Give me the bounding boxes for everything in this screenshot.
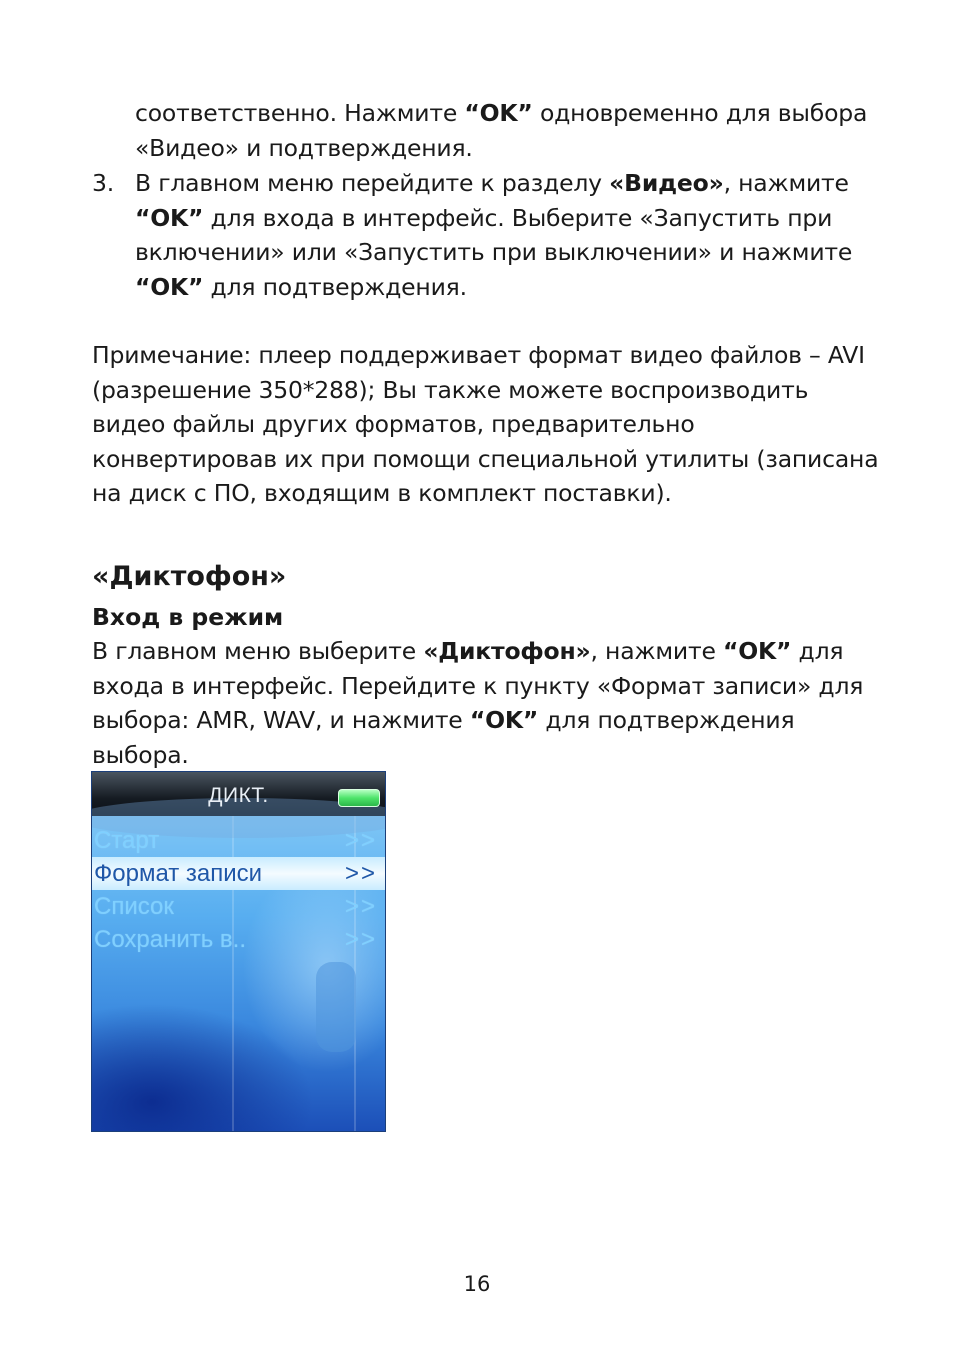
video-section-label: «Видео» <box>609 169 724 197</box>
decor-shape <box>316 962 356 1052</box>
step-3 <box>92 166 882 304</box>
ok-key-label: “OK” <box>135 203 204 232</box>
menu-item-save-to[interactable] <box>92 923 385 956</box>
note-paragraph: Примечание: плеер поддерживает формат видео файлов – AVI (разрешение 350*288); Вы также можете воспроизводить видео файлы других форматов, предварительно конвертировав их при помощи специальной утилиты (записана на диск с ПО, входящим в комплект поставки). <box>92 341 879 507</box>
menu-item-label: Формат записи <box>94 859 263 887</box>
section-title: «Диктофон» <box>92 561 287 592</box>
chevron-right-icon: >> <box>344 827 377 854</box>
menu-item-start[interactable] <box>92 824 385 857</box>
step-text-4: для подтверждения. <box>203 272 467 301</box>
mode-text-2: , нажмите <box>590 637 723 665</box>
device-screenshot <box>91 771 386 1132</box>
dictaphone-label: «Диктофон» <box>423 637 591 665</box>
screen-title: ДИКТ. <box>208 784 269 807</box>
subsection-title: Вход в режим <box>92 603 284 631</box>
menu-item-record-format[interactable] <box>92 857 385 890</box>
mode-text-1: В главном меню выберите <box>92 637 424 665</box>
intro-text-2: одновременно для выбора «Видео» и подтверждения. <box>135 99 868 162</box>
battery-icon <box>338 789 380 807</box>
screen-menu <box>92 824 385 956</box>
ok-key-label: “OK” <box>135 272 204 301</box>
menu-item-label: Список <box>94 892 174 920</box>
intro-text-1: соответственно. Нажмите <box>135 99 465 127</box>
ok-key-label: “OK” <box>723 637 792 665</box>
menu-item-label: Старт <box>94 826 160 854</box>
menu-item-list[interactable] <box>92 890 385 923</box>
ok-key-label: “OK” <box>464 99 533 127</box>
ok-key-label: “OK” <box>469 706 539 734</box>
step-text-2: , нажмите <box>723 169 849 197</box>
mode-text-4: для подтверждения выбора. <box>92 706 795 769</box>
intro-paragraph <box>135 96 875 165</box>
menu-item-label: Сохранить в.. <box>94 925 247 953</box>
screen-titlebar <box>92 772 385 816</box>
chevron-right-icon: >> <box>344 860 377 887</box>
step-body <box>135 166 875 304</box>
mode-text-3: для входа в интерфейс. Перейдите к пункту «Формат записи» для выбора: AMR, WAV, и нажмите <box>92 637 864 734</box>
mode-paragraph <box>92 634 892 772</box>
chevron-right-icon: >> <box>344 893 377 920</box>
step-number: 3. <box>92 169 115 197</box>
chevron-right-icon: >> <box>344 926 377 953</box>
step-text-1: В главном меню перейдите к разделу <box>135 169 610 197</box>
page-number: 16 <box>463 1272 491 1296</box>
step-text-3: для входа в интерфейс. Выберите «Запустить при включении» или «Запустить при выключении» и нажмите <box>135 203 853 266</box>
